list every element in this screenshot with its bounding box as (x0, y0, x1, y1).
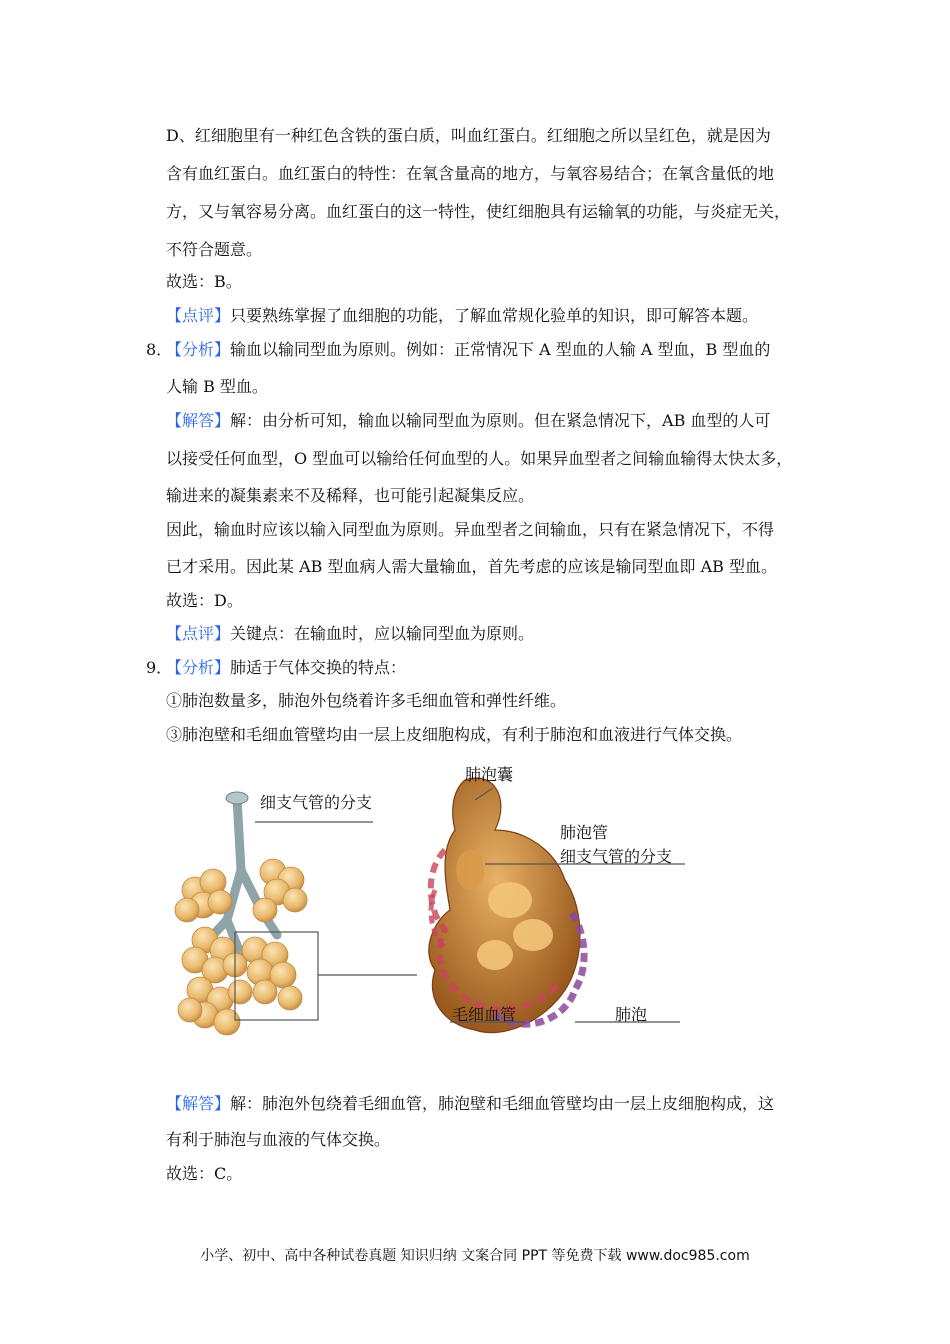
q7-text-line1: D、红细胞里有一种红色含铁的蛋白质，叫血红蛋白。红细胞之所以呈红色，就是因为 (166, 126, 771, 145)
alveolar-sac-magnified (429, 778, 584, 1033)
comment-text: 只要熟练掌握了血细胞的功能，了解血常规化验单的知识，即可解答本题。 (230, 306, 759, 325)
q9-answer-line2: 有利于肺泡与血液的气体交换。 (166, 1130, 391, 1149)
q7-comment (166, 306, 758, 326)
q9-point-1: ①肺泡数量多，肺泡外包绕着许多毛细血管和弹性纤维。 (166, 691, 567, 710)
label-alveolar-duct: 肺泡管 (560, 823, 609, 842)
q8-answer-line3: 输进来的凝集素来不及稀释，也可能引起凝集反应。 (166, 486, 535, 505)
answer-text: 解：肺泡外包绕着毛细血管，肺泡壁和毛细血管壁均由一层上皮细胞构成，这 (230, 1094, 775, 1113)
label-bronchiole-branch-right: 细支气管的分支 (560, 847, 673, 866)
analysis-tag: 【分析】 (166, 658, 231, 677)
q8-answer-line1 (166, 411, 770, 431)
answer-text: 解：由分析可知，输血以输同型血为原则。但在紧急情况下，AB 血型的人可 (230, 411, 771, 430)
answer-tag: 【解答】 (166, 411, 231, 430)
q9-point-3: ③肺泡壁和毛细血管壁均由一层上皮细胞构成，有利于肺泡和血液进行气体交换。 (166, 725, 743, 744)
q7-text-line2: 含有血红蛋白。血红蛋白的特性：在氧含量高的地方，与氧容易结合；在氧含量低的地 (166, 164, 775, 183)
q9-number: 9． (146, 658, 173, 677)
analysis-tag: 【分析】 (166, 340, 231, 359)
q9-choice: 故选：C。 (166, 1164, 243, 1183)
comment-tag: 【点评】 (166, 306, 231, 325)
comment-text: 关键点：在输血时，应以输同型血为原则。 (230, 624, 535, 643)
q7-text-line3: 方，又与氧容易分离。血红蛋白的这一特性，使红细胞具有运输氧的功能，与炎症无关， (166, 202, 791, 221)
label-alveolus: 肺泡 (615, 1005, 648, 1024)
q9-analysis (166, 658, 406, 678)
q7-text-line4: 不符合题意。 (166, 240, 263, 259)
q8-answer-line2: 以接受任何血型，O 型血可以输给任何血型的人。如果异血型者之间输血输得太快太多， (166, 449, 793, 468)
page-footer: 小学、初中、高中各种试卷真题 知识归纳 文案合同 PPT 等免费下载 www.doc985.com (200, 1248, 750, 1264)
q7-choice: 故选：B。 (166, 272, 242, 291)
q8-answer-line5: 已才采用。因此某 AB 型血病人需大量输血，首先考虑的应该是输同型血即 AB 型血。 (166, 557, 777, 576)
label-alveolar-sac: 肺泡囊 (465, 765, 514, 784)
q8-choice: 故选：D。 (166, 591, 243, 610)
q8-analysis-line2: 人输 B 型血。 (166, 377, 268, 396)
label-bronchiole-branch-left: 细支气管的分支 (260, 793, 373, 812)
comment-tag: 【点评】 (166, 624, 231, 643)
label-capillary: 毛细血管 (452, 1005, 517, 1024)
q8-analysis-line1 (166, 340, 770, 360)
analysis-text: 肺适于气体交换的特点： (230, 658, 407, 677)
q8-answer-line4: 因此，输血时应该以输入同型血为原则。异血型者之间输血，只有在紧急情况下，不得 (166, 520, 775, 539)
q9-answer-line1 (166, 1094, 774, 1114)
analysis-text: 输血以输同型血为原则。例如：正常情况下 A 型血的人输 A 型血，B 型血的 (230, 340, 771, 359)
answer-tag: 【解答】 (166, 1094, 231, 1113)
q8-comment (166, 624, 534, 644)
q8-number: 8． (146, 340, 173, 359)
alveoli-figure (165, 760, 710, 1060)
